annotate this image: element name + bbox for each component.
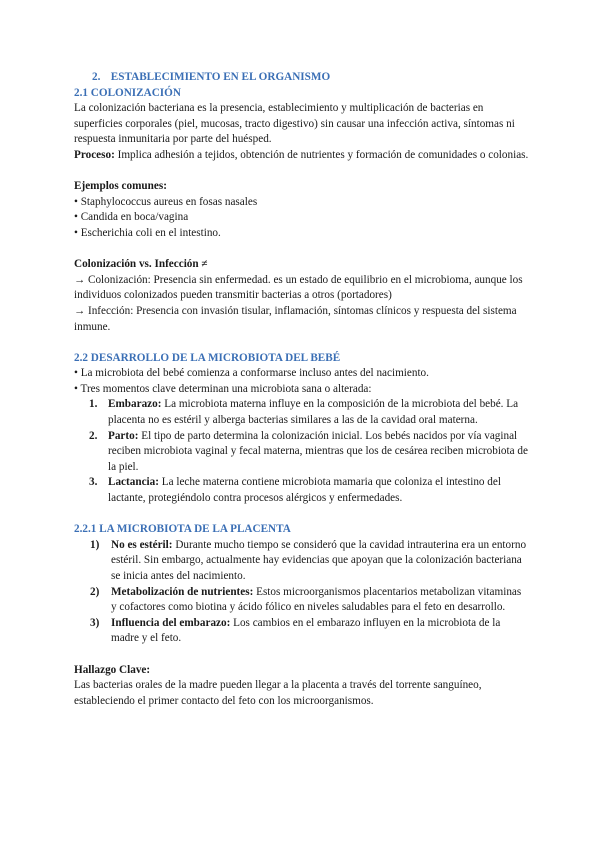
list-marker: 3. xyxy=(89,476,98,489)
list-item-label: Lactancia: xyxy=(108,476,159,489)
vs-heading: Colonización vs. Infección ≠ xyxy=(74,258,208,271)
colonizacion-intro: La colonización bacteriana es la presencia, establecimiento y multiplicación de bacterias en superficies corporales (piel, mucosas, tracto digestivo) sin causar una infección activa, síntomas ni respuesta inmunitaria por parte del huésped. xyxy=(74,102,515,146)
desarrollo-list xyxy=(74,397,529,506)
list-item-label: Influencia del embarazo: xyxy=(111,616,231,629)
list-item-text: Durante mucho tiempo se consideró que la cavidad intrauterina era un entorno estéril. Sin embargo, actualmente hay evidencias que apoyan que la colonización bacteriana se inicia antes del nacimiento. xyxy=(111,538,527,582)
ejemplo-item: • Candida en boca/vagina xyxy=(74,211,189,224)
proceso-label: Proceso: xyxy=(74,148,115,161)
vs-colonizacion: → Colonización: Presencia sin enfermedad. es un estado de equilibrio en el microbioma, aunque los individuos colonizados pueden transmitir bacterias a otros (portadores) xyxy=(74,273,523,302)
desarrollo-bullet: • La microbiota del bebé comienza a conformarse incluso antes del nacimiento. xyxy=(74,367,429,380)
list-item-text: Estos microorganismos placentarios metabolizan vitaminas y cofactores como biotina y ácido fólico en niveles saludables para el feto en desarrollo. xyxy=(111,585,522,614)
list-marker: 2. xyxy=(89,429,98,442)
vs-infeccion: → Infección: Presencia con invasión tisular, inflamación, síntomas clínicos y respuesta del sistema inmune. xyxy=(74,304,517,333)
hallazgo-heading: Hallazgo Clave: xyxy=(74,663,151,676)
list-marker: 3) xyxy=(90,616,100,629)
list-marker: 1) xyxy=(90,538,100,551)
desarrollo-bullet: • Tres momentos clave determinan una microbiota sana o alterada: xyxy=(74,382,372,395)
list-item-text: El tipo de parto determina la colonización inicial. Los bebés nacidos por vía vaginal reciben microbiota vaginal y fecal materna, mientras que los de cesárea reciben microbiota de la piel. xyxy=(108,429,528,473)
list-item xyxy=(74,538,529,585)
list-item xyxy=(74,585,529,616)
ejemplos-heading: Ejemplos comunes: xyxy=(74,180,167,193)
list-item-text: La leche materna contiene microbiota mamaria que coloniza el intestino del lactante, protegiéndolo contra procesos alérgicos y enfermedades. xyxy=(108,476,501,505)
heading-colonizacion: 2.1 COLONIZACIÓN xyxy=(74,86,181,99)
ejemplo-item: • Escherichia coli en el intestino. xyxy=(74,226,221,239)
list-item-label: Parto: xyxy=(108,429,139,442)
hallazgo-text: Las bacterias orales de la madre pueden llegar a la placenta a través del torrente sanguíneo, estableciendo el primer contacto del feto con los microorganismos. xyxy=(74,679,482,707)
section-number: 2. xyxy=(92,71,101,83)
list-item-label: Embarazo: xyxy=(108,398,162,411)
list-item xyxy=(74,397,529,428)
proceso-paragraph xyxy=(74,148,529,164)
section-title-text: ESTABLECIMIENTO EN EL ORGANISMO xyxy=(110,71,331,83)
proceso-text: Implica adhesión a tejidos, obtención de nutrientes y formación de comunidades o colonias. xyxy=(114,148,529,161)
list-item xyxy=(74,616,529,647)
list-item-text: Los cambios en el embarazo influyen en la microbiota de la madre y el feto. xyxy=(111,616,501,645)
list-marker: 1. xyxy=(89,398,98,411)
list-item-label: Metabolización de nutrientes: xyxy=(111,585,254,598)
list-item xyxy=(74,429,529,476)
placenta-list xyxy=(74,538,529,647)
heading-desarrollo: 2.2 DESARROLLO DE LA MICROBIOTA DEL BEBÉ xyxy=(74,351,341,364)
list-item-label: No es estéril: xyxy=(111,538,173,551)
list-item-text: La microbiota materna influye en la composición de la microbiota del bebé. La placenta no es estéril y alberga bacterias similares a las de la cavidad oral materna. xyxy=(108,398,519,427)
list-marker: 2) xyxy=(90,585,100,598)
heading-placenta: 2.2.1 LA MICROBIOTA DE LA PLACENTA xyxy=(74,523,291,536)
section-title xyxy=(74,70,529,86)
ejemplo-item: • Staphylococcus aureus en fosas nasales xyxy=(74,195,258,208)
list-item xyxy=(74,475,529,506)
document-page xyxy=(74,70,529,709)
